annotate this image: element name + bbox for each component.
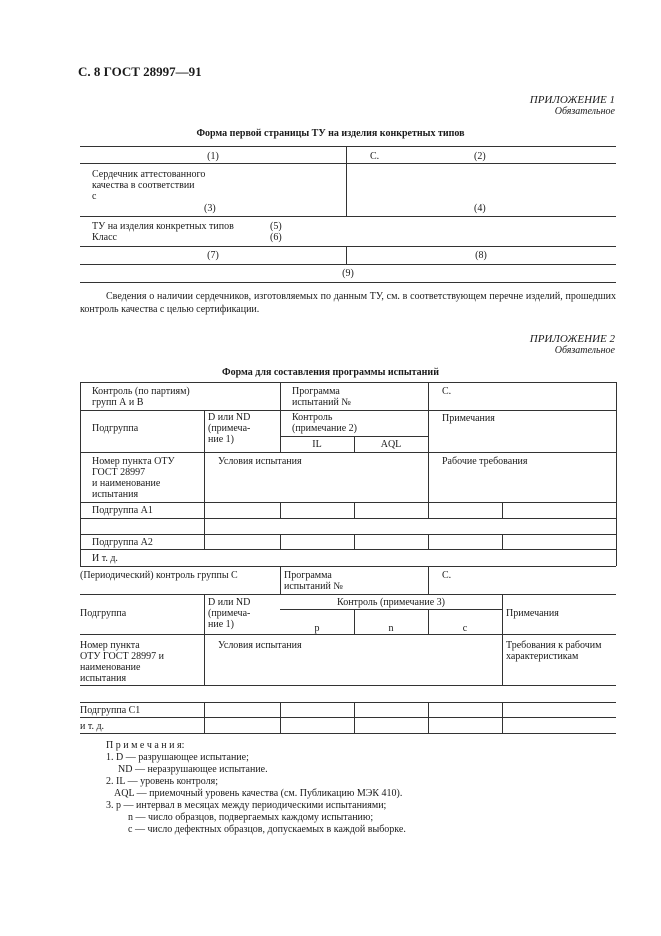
appendix-1-title: ПРИЛОЖЕНИЕ 1 [529,94,615,106]
tc-dnd-line-2: (примеча- [208,608,251,619]
ta-conditions: Условия испытания [218,456,302,467]
ta-c-label: С. [442,386,452,397]
tc-control: (Периодический) контроль группы С [80,570,238,581]
ta-dnd-line-3: ние 1) [208,434,234,445]
appendix-1-paragraph: Сведения о наличии сердечников, изготовляемых по данным ТУ, см. в соответствующем перечне изделий, прошедших контроль качества с целью сертификации. [80,291,616,315]
ta-subgroup-a2: Подгруппа А2 [92,537,153,548]
t1-cell-c: С. [370,151,380,162]
tc-dnd-line-3: ние 1) [208,619,234,630]
ta-control-line-1: Контроль (по партиям) [92,386,190,397]
tc-n: n [388,623,394,634]
ta-requirements: Рабочие требования [442,456,528,467]
ta-il: IL [312,439,322,450]
tc-item-line-1: Номер пункта [80,640,140,651]
ta-dnd-line-1: D или ND [208,412,251,423]
tc-item-line-2: ОТУ ГОСТ 28997 и [80,651,164,662]
tc-program-line-1: Программа [284,570,332,581]
note-line-6: n — число образцов, подвергаемых каждому испытанию; [128,812,374,823]
tc-c: c [462,623,468,634]
ta-item-line-2: ГОСТ 28997 [92,467,146,478]
t1-cell-5: (5) [270,221,282,232]
t1-cell-7: (7) [207,250,219,261]
t1-core-line-1: Сердечник аттестованного [92,169,206,180]
note-line-7: c — число дефектных образцов, допускаемых в каждой выборке. [128,824,406,835]
ta-control-note-line-1: Контроль [292,412,333,423]
ta-notes: Примечания [442,413,495,424]
ta-item-line-1: Номер пункта ОТУ [92,456,175,467]
notes-block [106,740,406,836]
appendix-1-subtitle: Обязательное [554,106,615,117]
appendix-1-caption: Форма первой страницы ТУ на изделия конкретных типов [196,128,465,139]
t1-cell-2: (2) [474,151,486,162]
page-header: С. 8 ГОСТ 28997—91 [78,64,202,79]
t1-cell-1: (1) [207,151,219,162]
ta-subgroup: Подгруппа [92,423,139,434]
note-line-4: AQL — приемочный уровень качества (см. Публикацию МЭК 410). [114,788,403,799]
tc-item-line-3: наименование [80,662,141,673]
t1-core-line-2: качества в соответствии [92,180,195,191]
tc-subgroup-c1: Подгруппа С1 [80,705,141,716]
t1-cell-3: (3) [204,203,216,214]
ta-control-line-2: групп А и В [92,397,144,408]
t1-cell-9: (9) [342,268,354,279]
tc-c-label: С. [442,570,452,581]
ta-item-line-3: и наименование [92,478,161,489]
appendix-2-caption: Форма для составления программы испытаний [222,367,439,378]
tc-requirements-line-1: Требования к рабочим [506,640,602,651]
ta-item-line-4: испытания [92,489,139,500]
tc-dnd-line-1: D или ND [208,597,251,608]
ta-program-line-1: Программа [292,386,340,397]
t1-cell-6: (6) [270,232,282,243]
tc-program-line-2: испытаний № [284,581,343,592]
tc-conditions: Условия испытания [218,640,302,651]
ta-control-note-line-2: (примечание 2) [292,423,357,434]
t1-cell-4: (4) [474,203,486,214]
tc-control-note: Контроль (примечание 3) [337,597,445,608]
t1-spec-line: ТУ на изделия конкретных типов [92,221,234,232]
t1-core-line-3: с [92,191,97,202]
appendix-2-title: ПРИЛОЖЕНИЕ 2 [529,333,615,345]
appendix-2-subtitle: Обязательное [554,345,615,356]
note-line-5: 3. p — интервал в месяцах между периодическими испытаниями; [106,800,387,811]
t1-class-line: Класс [92,232,117,243]
ta-aql: AQL [380,439,402,450]
note-line-3: 2. IL — уровень контроля; [106,776,219,787]
tc-p: p [314,623,320,634]
tc-etc: и т. д. [80,721,105,732]
ta-program-line-2: испытаний № [292,397,351,408]
ta-dnd-line-2: (примеча- [208,423,251,434]
note-line-2: ND — неразрушающее испытание. [118,764,268,775]
tc-item-line-4: испытания [80,673,127,684]
appendix-2-heading [530,333,615,357]
tc-requirements-line-2: характеристикам [506,651,579,662]
ta-subgroup-a1: Подгруппа А1 [92,505,153,516]
tc-subgroup: Подгруппа [80,608,127,619]
t1-cell-8: (8) [475,250,487,261]
notes-heading: П р и м е ч а н и я: [106,740,185,751]
ta-etc: И т. д. [92,553,118,564]
appendix-1-heading [530,94,615,118]
note-line-1: 1. D — разрушающее испытание; [106,752,249,763]
tc-notes: Примечания [506,608,559,619]
